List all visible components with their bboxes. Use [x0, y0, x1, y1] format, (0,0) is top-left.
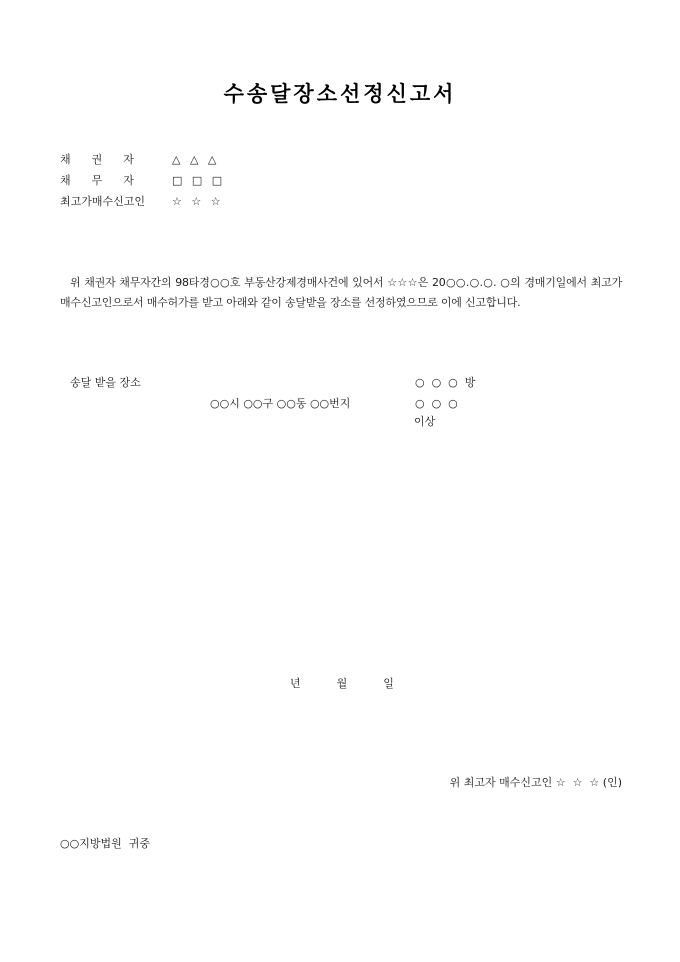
date-day: 일: [383, 677, 394, 690]
creditor-row: [60, 153, 216, 167]
body-paragraph: 위 채권자 채무자간의 98타경○○호 부동산강제경매사건에 있어서 ☆☆☆은 20○○.○.○. ○의 경매기일에서 최고가 매수신고인으로서 매수허가를 받고 아래와 같이 송달받을 장소를 선정하였으므로 이에 신고합니다.: [60, 276, 622, 309]
recipient-line-1: ○ ○ ○ 방: [415, 376, 476, 389]
date-line: [290, 677, 394, 691]
date-month: 월: [336, 677, 348, 690]
debtor-label: 채 무 자: [60, 174, 134, 187]
highest-bidder-value: ☆ ☆ ☆: [172, 195, 221, 208]
end-mark: 이상: [414, 415, 436, 428]
highest-bidder-row: [60, 195, 221, 209]
debtor-value: □ □ □: [172, 174, 223, 187]
delivery-address: ○○시 ○○구 ○○동 ○○번지: [210, 397, 351, 410]
highest-bidder-label: 최고가매수신고인: [60, 195, 146, 208]
court-recipient: ○○지방법원 귀중: [60, 837, 150, 850]
debtor-row: [60, 174, 222, 188]
recipient-line-2: ○ ○ ○: [415, 397, 458, 410]
delivery-place-label: 송달 받을 장소: [70, 376, 141, 389]
signature-line: 위 최고자 매수신고인 ☆ ☆ ☆ (인): [449, 776, 622, 789]
document-title: 수송달장소선정신고서: [223, 81, 457, 106]
date-year: 년: [290, 677, 301, 690]
creditor-value: △ △ △: [172, 153, 217, 166]
creditor-label: 채 권 자: [60, 153, 134, 166]
